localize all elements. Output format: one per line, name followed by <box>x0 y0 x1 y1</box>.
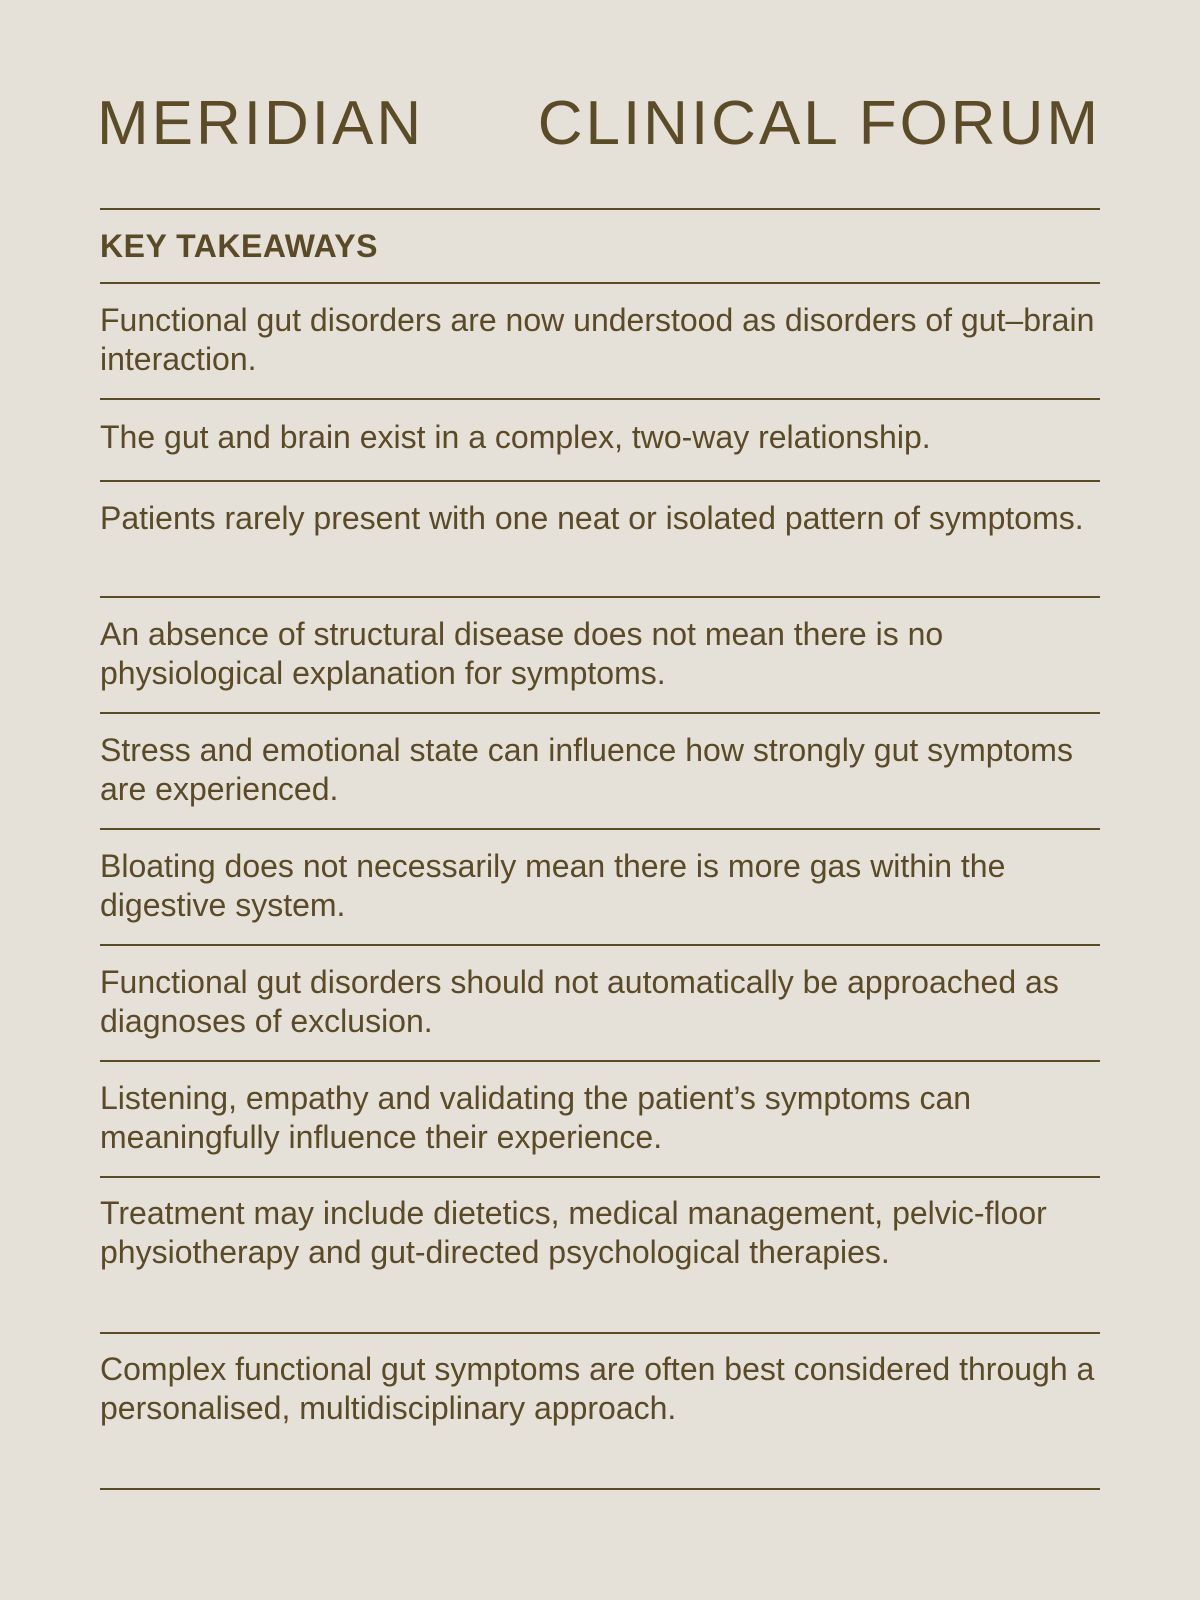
section-title: KEY TAKEAWAYS <box>100 210 1100 284</box>
brand-name: MERIDIAN <box>97 89 425 158</box>
brand-subtitle: CLINICAL FORUM <box>537 89 1101 158</box>
header <box>97 86 1101 166</box>
takeaway-item: Complex functional gut symptoms are often best considered through a personalised, multidisciplinary approach. <box>100 1334 1100 1490</box>
takeaway-item: Treatment may include dietetics, medical management, pelvic-floor physiotherapy and gut-directed psychological therapies. <box>100 1178 1100 1334</box>
takeaway-item: Stress and emotional state can influence how strongly gut symptoms are experienced. <box>100 714 1100 830</box>
takeaway-item: Bloating does not necessarily mean there is more gas within the digestive system. <box>100 830 1100 946</box>
takeaway-item: Functional gut disorders are now understood as disorders of gut–brain interaction. <box>100 284 1100 400</box>
takeaway-item: The gut and brain exist in a complex, two-way relationship. <box>100 400 1100 482</box>
takeaway-item: An absence of structural disease does not mean there is no physiological explanation for symptoms. <box>100 598 1100 714</box>
takeaways-section <box>100 210 1100 1490</box>
takeaway-item: Listening, empathy and validating the patient’s symptoms can meaningfully influence their experience. <box>100 1062 1100 1178</box>
takeaway-item: Functional gut disorders should not automatically be approached as diagnoses of exclusion. <box>100 946 1100 1062</box>
takeaways-list <box>100 284 1100 1490</box>
takeaway-item: Patients rarely present with one neat or isolated pattern of symptoms. <box>100 482 1100 598</box>
